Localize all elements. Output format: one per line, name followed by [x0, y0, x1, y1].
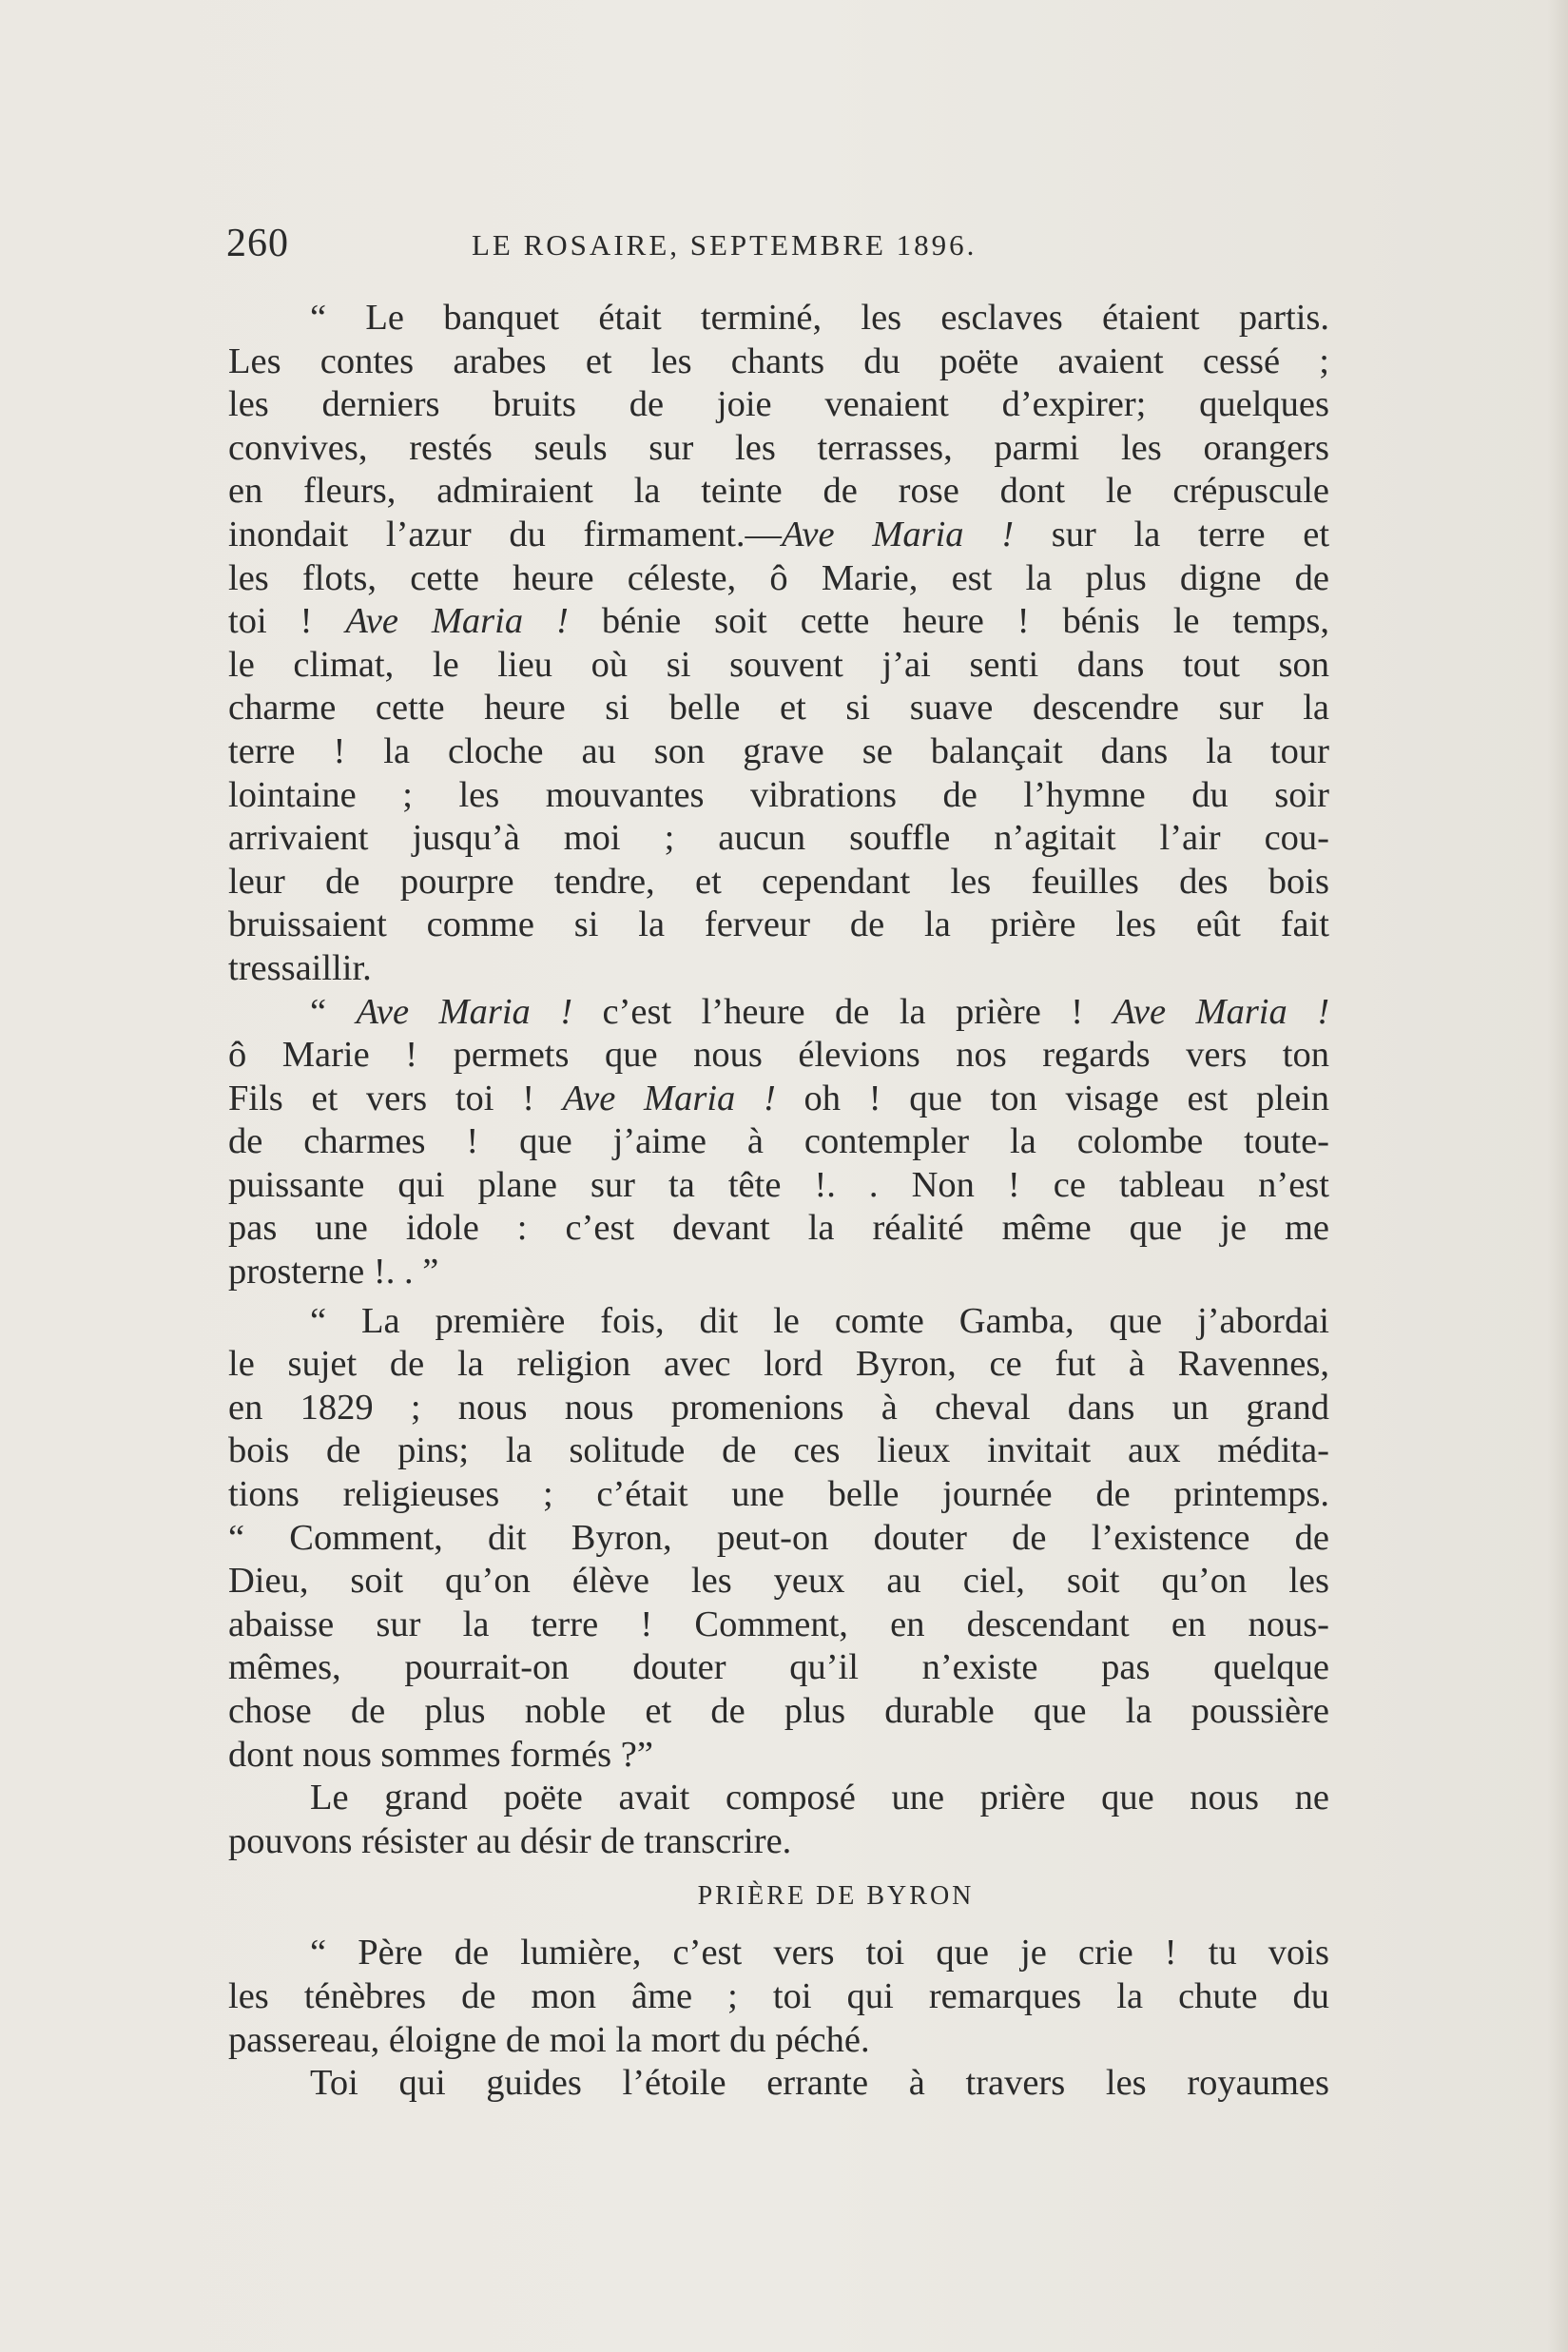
text-line: en fleurs, admiraient la teinte de rose dont le crépuscule — [228, 471, 1329, 512]
text-line: leur de pourpre tendre, et cependant les feuilles des bois — [228, 861, 1329, 902]
text-line — [228, 1078, 1329, 1121]
text-line: Le grand poëte avait composé une prière que nous ne — [310, 1778, 1329, 1818]
text-run: bénie soit cette heure ! bénis le temps, — [568, 601, 1330, 642]
text-line: Les contes arabes et les chants du poëte avaient cessé ; — [228, 340, 1329, 381]
text-line: charme cette heure si belle et si suave descendre sur la — [228, 688, 1329, 729]
text-line: en 1829 ; nous nous promenions à cheval dans un grand — [228, 1387, 1329, 1428]
page-edge-shadow — [1547, 0, 1568, 2352]
text-line: Dieu, soit qu’on élève les yeux au ciel, soit qu’on les — [228, 1561, 1329, 1602]
page-body — [228, 297, 1329, 2106]
text-line: bruissaient comme si la ferveur de la prière les eût fait — [228, 904, 1329, 945]
text-line: ô Marie ! permets que nous élevions nos regards vers ton — [228, 1035, 1329, 1076]
text-line: pas une idole : c’est devant la réalité même que je me — [228, 1208, 1329, 1249]
text-line: les flots, cette heure céleste, ô Marie, est la plus digne de — [228, 557, 1329, 598]
text-line — [228, 514, 1329, 557]
text-line: dont nous sommes formés ?” — [228, 1734, 653, 1775]
text-line: mêmes, pourrait-on douter qu’il n’existe pas quelque — [228, 1647, 1329, 1688]
italic-phrase: Ave Maria ! — [562, 1078, 776, 1118]
text-line: les derniers bruits de joie venaient d’expirer; quelques — [228, 384, 1329, 425]
text-line: bois de pins; la solitude de ces lieux invitait aux médita- — [228, 1430, 1329, 1471]
text-line — [228, 600, 1329, 644]
text-run: sur la terre et — [1014, 514, 1330, 554]
text-line: passereau, éloigne de moi la mort du péché. — [228, 2019, 870, 2060]
italic-phrase: Ave Maria ! — [782, 514, 1015, 554]
text-line: terre ! la cloche au son grave se balançait dans la tour — [228, 730, 1329, 771]
page-number: 260 — [226, 222, 289, 265]
text-line: convives, restés seuls sur les terrasses, parmi les orangers — [228, 427, 1329, 468]
text-run: oh ! que ton visage est plein — [775, 1078, 1329, 1118]
text-run: c’est l’heure de la prière ! — [572, 991, 1113, 1032]
text-line: chose de plus noble et de plus durable que la poussière — [228, 1691, 1329, 1731]
text-line: “ Comment, dit Byron, peut-on douter de l’existence de — [228, 1517, 1329, 1558]
text-line: puissante qui plane sur ta tête !. . Non ! ce tableau n’est — [228, 1164, 1329, 1205]
section-heading: PRIÈRE DE BYRON — [697, 1881, 975, 1912]
text-line: abaisse sur la terre ! Comment, en descendant en nous- — [228, 1604, 1329, 1644]
text-run: “ — [310, 991, 357, 1032]
text-line: tressaillir. — [228, 947, 372, 988]
italic-phrase: Ave Maria ! — [356, 991, 573, 1032]
text-run: toi ! — [228, 601, 346, 642]
text-run: inondait l’azur du firmament.— — [228, 514, 783, 554]
running-head: LE ROSAIRE, SEPTEMBRE 1896. — [472, 228, 978, 262]
text-line: lointaine ; les mouvantes vibrations de l’hymne du soir — [228, 774, 1329, 815]
text-line: “ La première fois, dit le comte Gamba, que j’abordai — [310, 1300, 1329, 1341]
text-line — [228, 991, 1329, 1035]
text-line: prosterne !. . ” — [228, 1252, 439, 1293]
text-line: Toi qui guides l’étoile errante à travers les royaumes — [310, 2063, 1329, 2104]
italic-phrase: Ave Maria ! — [345, 601, 569, 642]
text-run: Fils et vers toi ! — [228, 1078, 563, 1118]
text-line: tions religieuses ; c’était une belle journée de printemps. — [228, 1474, 1329, 1515]
text-line: le climat, le lieu où si souvent j’ai senti dans tout son — [228, 644, 1329, 685]
text-line: “ Le banquet était terminé, les esclaves étaient partis. — [310, 298, 1329, 338]
page-header — [226, 221, 1329, 278]
text-line: “ Père de lumière, c’est vers toi que je crie ! tu vois — [310, 1933, 1329, 1973]
text-line: les ténèbres de mon âme ; toi qui remarques la chute du — [228, 1975, 1329, 2016]
text-line: le sujet de la religion avec lord Byron, ce fut à Ravennes, — [228, 1344, 1329, 1385]
text-line: arrivaient jusqu’à moi ; aucun souffle n’agitait l’air cou- — [228, 818, 1329, 859]
italic-phrase: Ave Maria ! — [1113, 991, 1330, 1032]
text-line: pouvons résister au désir de transcrire. — [228, 1820, 792, 1861]
text-line: de charmes ! que j’aime à contempler la colombe toute- — [228, 1121, 1329, 1162]
